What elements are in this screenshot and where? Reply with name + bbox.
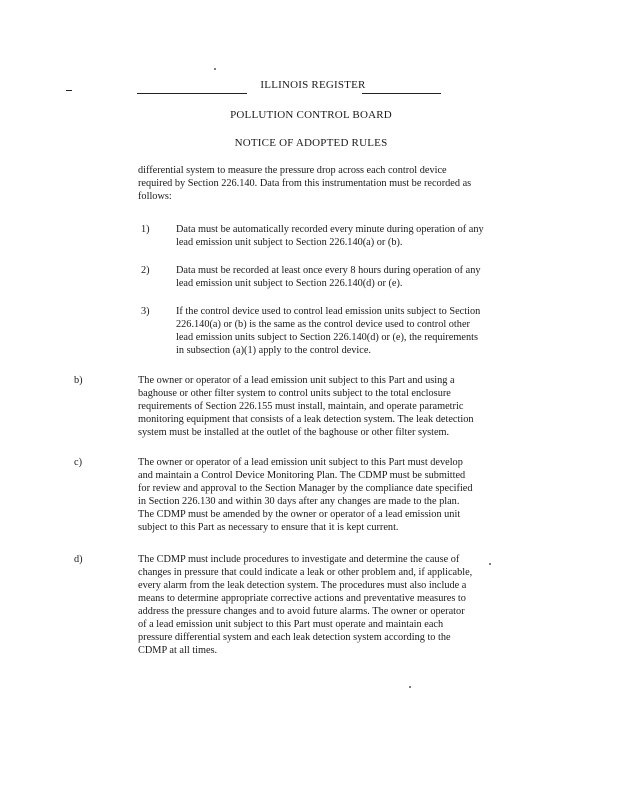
text-line: lead emission units subject to Section 226.140(d) or (e), the requirements [176,332,478,343]
item-paragraph [176,305,538,357]
text-line: changes in pressure that could indicate a leak or other problem and, if applicable, [138,567,473,578]
text-line: every alarm from the leak detection system. The procedures must also include a [138,580,467,591]
text-line: baghouse or other filter system to control units subject to the total enclosure [138,388,451,399]
item-label: 2) [141,265,150,276]
header-rule-left [137,93,247,94]
text-line: in subsection (a)(1) apply to the control device. [176,345,372,356]
item-label: 1) [141,224,150,235]
section-paragraph [138,374,538,439]
item-paragraph [176,264,538,290]
item-paragraph [176,223,540,249]
text-line: differential system to measure the pressure drop across each control device [138,165,447,176]
text-line: and maintain a Control Device Monitoring Plan. The CDMP must be submitted [138,470,466,481]
section-label: b) [74,375,83,386]
text-line: If the control device used to control lead emission units subject to Section [176,306,481,317]
text-line: in Section 226.130 and within 30 days after any changes are made to the plan. [138,496,460,507]
text-line: subject to this Part as necessary to ensure that it is kept current. [138,522,399,533]
scan-speck [214,68,216,70]
section-label: c) [74,457,82,468]
text-line: 226.140(a) or (b) is the same as the control device used to control other [176,319,470,330]
text-line: lead emission unit subject to Section 226.140(a) or (b). [176,237,403,248]
text-line: Data must be recorded at least once every 8 hours during operation of any [176,265,481,276]
text-line: The CDMP must include procedures to investigate and determine the cause of [138,554,460,565]
text-line: The owner or operator of a lead emission unit subject to this Part and using a [138,375,455,386]
text-line: for review and approval to the Section Manager by the compliance date specified [138,483,473,494]
text-line: required by Section 226.140. Data from this instrumentation must be recorded as [138,178,472,189]
text-line: The CDMP must be amended by the owner or operator of a lead emission unit [138,509,461,520]
text-line: means to determine appropriate corrective actions and preventative measures to [138,593,466,604]
text-line: requirements of Section 226.155 must install, maintain, and operate parametric [138,401,464,412]
text-line: system must be installed at the outlet of the baghouse or other filter system. [138,427,450,438]
register-title: ILLINOIS REGISTER [260,79,366,91]
text-line: monitoring equipment that consists of a leak detection system. The leak detection [138,414,474,425]
notice-title: NOTICE OF ADOPTED RULES [234,137,388,149]
text-line: lead emission unit subject to Section 226.140(d) or (e). [176,278,403,289]
text-line: address the pressure changes and to avoid future alarms. The owner or operator [138,606,465,617]
item-label: 3) [141,306,150,317]
intro-paragraph [138,164,538,203]
text-line: pressure differential system and each leak detection system according to the [138,632,451,643]
scan-speck [409,686,411,688]
text-line: follows: [138,191,172,202]
section-label: d) [74,554,83,565]
header-rule-right [362,93,441,94]
text-line: The owner or operator of a lead emission unit subject to this Part must develop [138,457,463,468]
text-line: of a lead emission unit subject to this Part must operate and maintain each [138,619,444,630]
section-paragraph [138,553,538,657]
board-title: POLLUTION CONTROL BOARD [230,109,392,121]
text-line: CDMP at all times. [138,645,218,656]
section-paragraph [138,456,538,534]
text-line: Data must be automatically recorded every minute during operation of any [176,224,484,235]
